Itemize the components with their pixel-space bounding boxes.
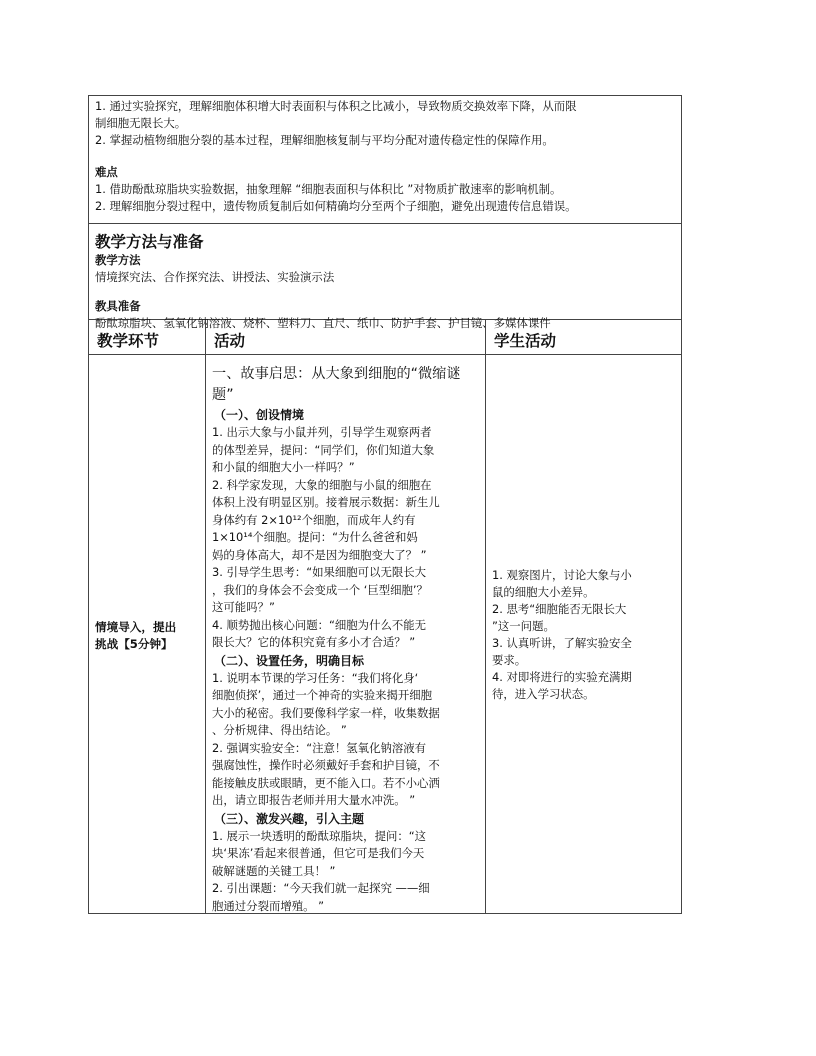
activity-line: 破解谜题的关键工具！ ” xyxy=(212,863,336,878)
header-stage: 教学环节 xyxy=(97,332,160,350)
activity-line: 1. 出示大象与小鼠并列，引导学生观察两者 xyxy=(212,425,432,439)
step-heading: （三）、激发兴趣，引入主题 xyxy=(214,811,365,826)
activity-line: 身体约有 2×10¹²个细胞，而成年人约有 xyxy=(212,512,416,527)
activity-line: 强腐蚀性，操作时必须戴好手套和护目镜，不 xyxy=(212,758,440,772)
student-line: 要求。 xyxy=(492,653,527,667)
student-line: 2. 思考“细胞能否无限长大 xyxy=(492,602,627,616)
activity-line: 细胞侦探’，通过一个神奇的实验来揭开细胞 xyxy=(212,688,433,702)
activity-line: 4. 顺势抛出核心问题：“细胞为什么不能无 xyxy=(212,617,427,632)
activity-line: 妈的身体高大，却不是因为细胞变大了？ ” xyxy=(212,547,427,562)
tools-text: 酚酞琼脂块、氢氧化钠溶液、烧杯、塑料刀、直尺、纸巾、防护手套、护目镜、多媒体课件 xyxy=(95,316,551,330)
activity-line: 1×10¹⁴个细胞。提问：“为什么爸爸和妈 xyxy=(212,530,418,544)
activity-line: 和小鼠的细胞大小一样吗？” xyxy=(212,460,355,474)
difficulty-line: 1. 借助酚酞琼脂块实验数据，抽象理解 “细胞表面积与体积比 ”对物质扩散速率的影响机制。 xyxy=(95,182,562,196)
student-line: 3. 认真听讲，了解实验安全 xyxy=(492,636,632,650)
student-line: 1. 观察图片，讨论大象与小 xyxy=(492,568,632,582)
table-header-row xyxy=(89,320,681,355)
activity-line: 体积上没有明显区别。接着展示数据：新生儿 xyxy=(212,495,440,509)
activity-line: 这可能吗？” xyxy=(212,600,275,614)
header-activity: 活动 xyxy=(214,332,246,350)
activity-cell xyxy=(206,355,486,913)
activity-line: 块‘果冻’看起来很普通，但它可是我们今天 xyxy=(212,846,425,860)
goal-line: 制细胞无限长大。 xyxy=(95,116,187,130)
activity-line: 限长大？它的体积究竟有多小才合适？ ” xyxy=(212,635,416,649)
section-title: 教学方法与准备 xyxy=(95,233,204,251)
activity-line: 3. 引导学生思考：“如果细胞可以无限长大 xyxy=(212,565,427,579)
objectives-cell xyxy=(89,96,681,224)
goal-line: 1. 通过实验探究，理解细胞体积增大时表面积与体积之比减小，导致物质交换效率下降，从而限 xyxy=(95,99,577,113)
activity-line: 2. 引出课题：“今天我们就一起探究 ——细 xyxy=(212,881,430,895)
student-line: 4. 对即将进行的实验充满期 xyxy=(492,670,632,684)
activity-line: 1. 说明本节课的学习任务：“我们将化身‘ xyxy=(212,670,419,685)
activity-line: 2. 科学家发现，大象的细胞与小鼠的细胞在 xyxy=(212,477,432,492)
activity-line: 的体型差异，提问：“同学们，你们知道大象 xyxy=(212,442,435,457)
activity-line: 1. 展示一块透明的酚酞琼脂块，提问：“这 xyxy=(212,828,427,843)
step-heading: （一）、创设情境 xyxy=(214,408,305,422)
activity-line: 胞通过分裂而增殖。 ” xyxy=(212,898,325,913)
student-line: 鼠的细胞大小差异。 xyxy=(492,585,595,599)
stage-cell xyxy=(89,355,206,913)
stage-name-line: 情境导入，提出 xyxy=(95,620,177,634)
methods-text: 情境探究法、合作探究法、讲授法、实验演示法 xyxy=(95,270,335,284)
activity-line: 、分析规律、得出结论。 ” xyxy=(212,723,347,737)
methods-cell xyxy=(89,224,681,330)
student-line: 待，进入学习状态。 xyxy=(492,687,595,701)
table-row xyxy=(89,355,681,913)
student-activity-cell xyxy=(486,355,681,913)
activity-line: ，我们的身体会不会变成一个 ‘巨型细胞’？ xyxy=(212,582,428,597)
goal-line: 2. 掌握动植物细胞分裂的基本过程，理解细胞核复制与平均分配对遗传稳定性的保障作用。 xyxy=(95,133,554,147)
stage-name-line: 挑战【5分钟】 xyxy=(95,637,173,651)
methods-heading: 教学方法 xyxy=(95,253,141,267)
difficulty-line: 2. 理解细胞分裂过程中，遗传物质复制后如何精确均分至两个子细胞，避免出现遗传信息错误。 xyxy=(95,199,577,213)
lesson-plan-table xyxy=(88,95,682,914)
difficulty-heading: 难点 xyxy=(95,165,118,179)
header-student-activity: 学生活动 xyxy=(494,332,557,350)
step-heading: （二）、设置任务，明确目标 xyxy=(214,653,365,668)
activity-line: 2. 强调实验安全：“注意！氢氧化钠溶液有 xyxy=(212,740,427,755)
activity-line: 能接触皮肤或眼睛，更不能入口。若不小心洒 xyxy=(212,775,440,790)
tools-heading: 教具准备 xyxy=(95,299,141,313)
activity-title: 一、故事启思：从大象到细胞的“微缩谜题” xyxy=(212,366,461,403)
student-line: ”这一问题。 xyxy=(492,619,555,633)
activity-line: 大小的秘密。我们要像科学家一样，收集数据 xyxy=(212,705,440,720)
activity-line: 出，请立即报告老师并用大量水冲洗。 ” xyxy=(212,793,416,807)
